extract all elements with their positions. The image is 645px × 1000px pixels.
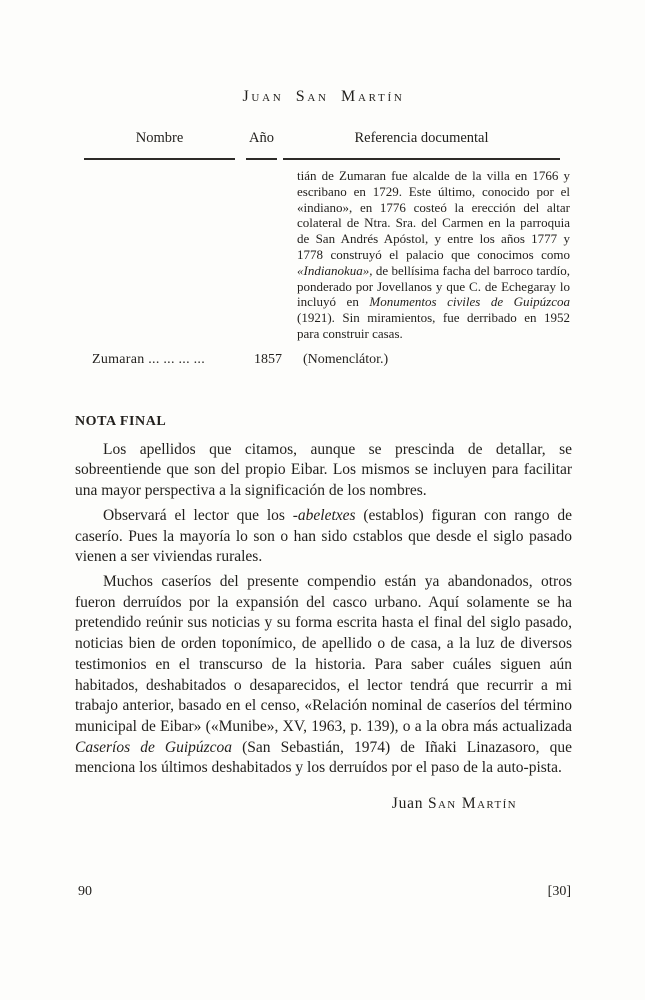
running-head: Juan San Martín	[242, 88, 405, 105]
reference-continued-paragraph: tián de Zumaran fue alcalde de la villa en 1766 y escribano en 1729. Este último, conocido por el «indiano», en 1776 costeó la erección del altar colateral de Ntra. Sra. del Carmen en la parroquia de San Andrés Apóstol, y entre los años 1777 y 1778 construyó el palacio que conocimos como «Indianokua», de bellísima facha del barroco tardío, ponderado por Jovellanos y que C. de Echegaray lo incluyó en Monumentos civiles de Guipúzcoa (1921). Sin miramientos, fue derribado en 1952 para construir casas.	[297, 168, 570, 341]
table-header-row	[75, 130, 572, 160]
row-reference: (Nomenclátor.)	[303, 351, 389, 367]
author-signature	[75, 795, 572, 813]
table-row	[75, 352, 572, 368]
bracket-folio-number: [30]	[547, 884, 571, 899]
row-year: 1857	[254, 351, 282, 367]
page-number: 90	[78, 884, 92, 899]
signature-first-name: Juan	[391, 795, 424, 813]
column-header-ano: Año	[246, 130, 277, 160]
final-note-paragraph-2: Observará el lector que los -abeletxes (establos) figuran con rango de caserío. Pues la mayoría lo son o han sido cstablos que desde el siglo pasado vienen a ser viviendas rurales.	[75, 506, 572, 566]
final-note-heading: NOTA FINAL	[75, 413, 167, 429]
row-name-zumaran: Zumaran ... ... ... ...	[92, 351, 205, 367]
column-header-nombre: Nombre	[84, 130, 235, 160]
reference-table	[75, 130, 572, 368]
column-header-referencia: Referencia documental	[283, 130, 560, 160]
final-note-paragraph-3: Muchos caseríos del presente compendio están ya abandonados, otros fueron derruídos por la expansión del casco urbano. Aquí solamente se ha pretendido reúnir sus noticias y su forma escrita hasta el final del siglo pasado, noticias bien de orden toponímico, de apellido o de casa, a la luz de diversos testimonios en el transcurso de la historia. Para saber cuáles siguen aún habitados, deshabitados o desaparecidos, el lector tendrá que recurrir a mi trabajo anterior, basado en el censo, «Relación nominal de caseríos del término municipal de Eibar» («Munibe», XV, 1963, p. 139), o a la obra más actualizada Caseríos de Guipúzcoa (San Sebastián, 1974) de Iñaki Linazasoro, que menciona los últimos deshabitados y los derruídos por el paso de la auto-pista.	[75, 572, 572, 777]
signature-last-name: San Martín	[427, 795, 517, 813]
final-note-paragraph-1: Los apellidos que citamos, aunque se prescinda de detallar, se sobreentiende que son del propio Eibar. Los mismos se incluyen para facilitar una mayor perspectiva a la significación de los nombres.	[75, 440, 572, 500]
